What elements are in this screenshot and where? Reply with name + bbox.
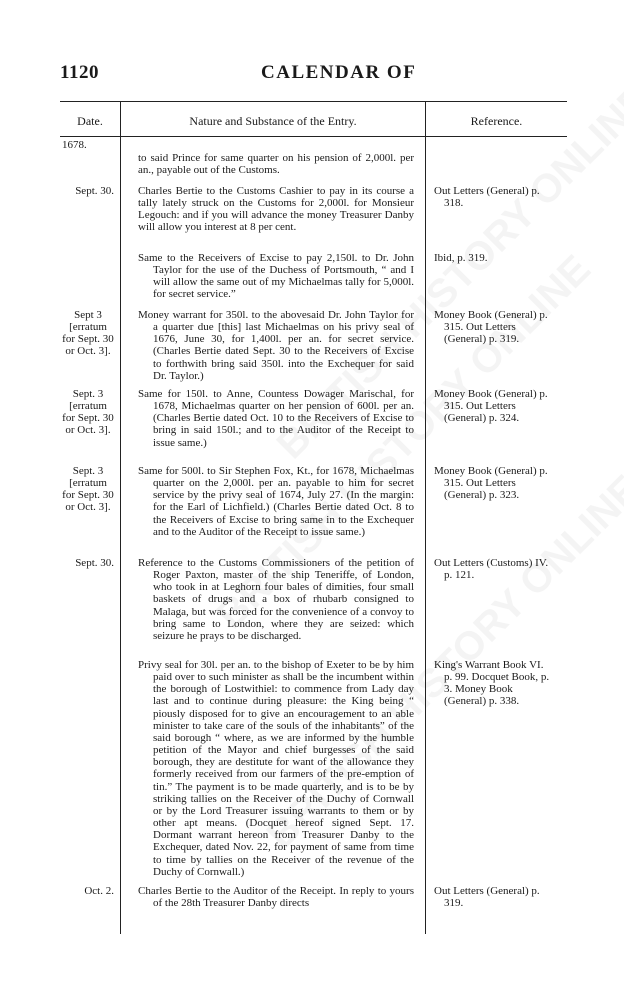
table-top-rule <box>60 101 567 102</box>
entry-body: Reference to the Customs Commissioners of the petition of Roger Paxton, master of the ship Teneriffe, of London, who took in at Leghorn four bales of dimities, four small baskets of drugs and a box of rhubarb consigned to Malaga, but was forced for the convenience of a convoy to bring same to London, where they are seized: which seizure he prays to be discharged. <box>138 557 414 642</box>
entry-date: Sept. 3 [erratum for Sept. 30 or Oct. 3]. <box>62 465 114 514</box>
entry-date: 1678. <box>62 139 87 151</box>
entry-body: to said Prince for same quarter on his pension of 2,000l. per an., payable out of the Customs. <box>138 152 414 177</box>
entry-date: Oct. 2. <box>84 885 114 897</box>
entry-date: Sept 3 [erratum for Sept. 30 or Oct. 3]. <box>62 309 114 358</box>
entry-reference: Money Book (General) p. 315. Out Letters (General) p. 324. <box>434 388 548 425</box>
column-header-date: Date. <box>77 114 103 128</box>
column-divider <box>425 101 426 934</box>
entry-reference: Out Letters (General) p. 319. <box>434 885 540 910</box>
header-rule <box>60 136 567 137</box>
column-header-nature: Nature and Substance of the Entry. <box>189 114 357 128</box>
column-divider <box>120 101 121 934</box>
entry-body: Same for 150l. to Anne, Countess Dowager Marischal, for 1678, Michaelmas quarter on her pension of 600l. per an. (Charles Bertie dated Oct. 10 to the Receivers of Excise to bring in said 150l.; and to the Auditor of the Receipt to issue same.) <box>138 388 414 449</box>
page-header <box>0 62 624 86</box>
entry-body: Same for 500l. to Sir Stephen Fox, Kt., for 1678, Michaelmas quarter on the 2,000l. per an. payable to him for secret service by the privy seal of 1674, July 27. (In the margin: for the Earl of Lichfield.) (Charles Bertie dated Oct. 8 to the Receivers of Excise to bring same in to the Exchequer and to the Auditor of the Receipt to issue same.) <box>138 465 414 538</box>
entry-reference: Ibid, p. 319. <box>434 252 488 264</box>
entry-body: Charles Bertie to the Auditor of the Receipt. In reply to yours of the 28th Treasurer Danby directs <box>138 885 414 910</box>
entry-reference: Out Letters (General) p. 318. <box>434 185 540 210</box>
entry-reference: King's Warrant Book VI. p. 99. Docquet Book, p. 3. Money Book (General) p. 338. <box>434 659 550 708</box>
entry-reference: Money Book (General) p. 315. Out Letters (General) p. 323. <box>434 465 548 502</box>
entry-date: Sept. 30. <box>75 557 114 569</box>
entry-body: Charles Bertie to the Customs Cashier to pay in its course a tally lately struck on the Customs for 2,000l. for Monsieur Legouch: and if you will advance the money Treasurer Danby will allow you interest at 8 per cent. <box>138 185 414 234</box>
entry-body: Same to the Receivers of Excise to pay 2,150l. to Dr. John Taylor for the use of the Duchess of Portsmouth, “ and I will allow the same out of my Michaelmas tally for 5,000l. for secret service.” <box>138 252 414 301</box>
entry-reference: Money Book (General) p. 315. Out Letters (General) p. 319. <box>434 309 548 346</box>
page-number: 1120 <box>60 62 99 83</box>
entry-date: Sept. 30. <box>75 185 114 197</box>
entry-reference: Out Letters (Customs) IV. p. 121. <box>434 557 549 582</box>
entry-date: Sept. 3 [erratum for Sept. 30 or Oct. 3]. <box>62 388 114 437</box>
page-title: CALENDAR OF <box>261 62 417 83</box>
column-header-reference: Reference. <box>470 114 523 128</box>
entry-body: Money warrant for 350l. to the abovesaid Dr. John Taylor for a quarter due [this] last Michaelmas on his privy seal of 1676, June 30, for 1,400l. per an. for secret service. (Charles Bertie dated Sept. 30 to the Receivers of Excise to forthwith bring said 350l. into the Exchequer for said Dr. Taylor.) <box>138 309 414 382</box>
entry-body: Privy seal for 30l. per an. to the bishop of Exeter to be by him paid over to such minister as shall be the incumbent within the borough of Lostwithiel: to commence from Lady day last and to continue during pleasure: the King being “ piously disposed for to give an encouragement to an able minister to take care of the souls of the inhabitants” of the said borough “ where, as we are informed by the humble petition of the Mayor and chief burgesses of the said borough, they are destitute for want of the allowance they formerly received from our farmers of the pre-emption of tin.” The payment is to be made quarterly, and is to be by striking tallies on the Receiver of the Duchy of Cornwall or by the Lord Treasurer issuing warrants to them or by other apt means. (Docquet hereof signed Sept. 17. Dormant warrant hereon from Treasurer Danby to the Exchequer, dated Nov. 22, for payment of same from time to time by tallies on the Receiver of the revenue of the Duchy of Cornwall.) <box>138 659 414 878</box>
